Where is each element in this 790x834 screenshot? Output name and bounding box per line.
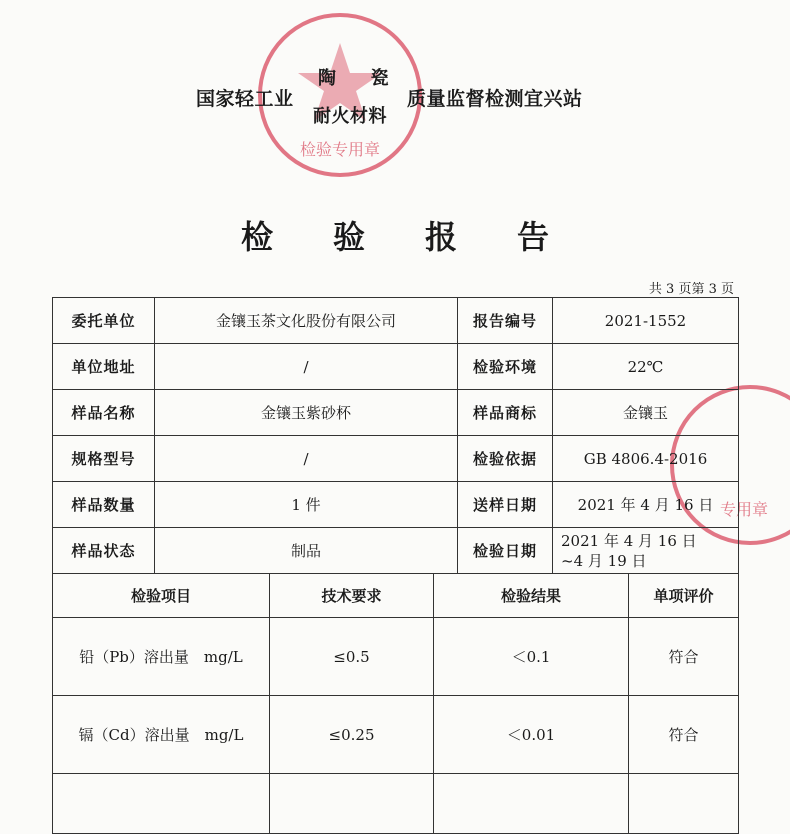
org-name-middle-bottom: 耐火材料 [313,106,387,127]
basis-label: 检验依据 [458,436,553,482]
brand-label: 样品商标 [458,390,553,436]
env-label: 检验环境 [458,344,553,390]
org-name-left: 国家轻工业 [196,88,294,110]
test-result: ＜0.01 [434,696,629,774]
test-requirement: ≤0.25 [270,696,434,774]
col-header-evaluation: 单项评价 [629,574,739,618]
test-result: ＜0.1 [434,618,629,696]
test-evaluation: 符合 [629,618,739,696]
table-row [53,618,739,696]
table-row [53,390,739,436]
send-date-label: 送样日期 [458,482,553,528]
basis-value: GB 4806.4-2016 [553,436,739,482]
qty-label: 样品数量 [53,482,155,528]
col-header-result: 检验结果 [434,574,629,618]
table-row [53,528,739,574]
test-item: 镉（Cd）溶出量 mg/L [53,696,270,774]
table-row [53,774,739,834]
test-item: 铅（Pb）溶出量 mg/L [53,618,270,696]
send-date-value: 2021 年 4 月 16 日 [553,482,739,528]
address-label: 单位地址 [53,344,155,390]
sample-name-label: 样品名称 [53,390,155,436]
report-no-value: 2021-1552 [553,298,739,344]
sample-name-value: 金镶玉紫砂杯 [155,390,458,436]
sample-info-table [52,297,739,574]
issuing-organization [0,68,790,127]
org-name-right: 质量监督检测宜兴站 [407,88,583,110]
state-value: 制品 [155,528,458,574]
address-value: / [155,344,458,390]
table-row [53,696,739,774]
report-title: 检 验 报 告 [240,218,549,256]
state-label: 样品状态 [53,528,155,574]
brand-value: 金镶玉 [553,390,739,436]
qty-value: 1 件 [155,482,458,528]
table-row [53,482,739,528]
table-header-row [53,574,739,618]
env-value: 22℃ [553,344,739,390]
test-results-table [52,573,739,834]
report-no-label: 报告编号 [458,298,553,344]
org-name-middle-top: 陶 瓷 [318,68,389,89]
page-count: 共 3 页第 3 页 [648,282,734,297]
client-value: 金镶玉茶文化股份有限公司 [155,298,458,344]
table-row [53,436,739,482]
spec-value: / [155,436,458,482]
test-evaluation: 符合 [629,696,739,774]
table-row [53,298,739,344]
col-header-requirement: 技术要求 [270,574,434,618]
client-label: 委托单位 [53,298,155,344]
test-date-value: 2021 年 4 月 16 日 ~4 月 19 日 [553,528,739,574]
test-requirement: ≤0.5 [270,618,434,696]
spec-label: 规格型号 [53,436,155,482]
table-row [53,344,739,390]
svg-text:专用章: 专用章 [720,500,769,519]
svg-text:检验专用章: 检验专用章 [299,140,381,159]
test-date-label: 检验日期 [458,528,553,574]
col-header-item: 检验项目 [53,574,270,618]
